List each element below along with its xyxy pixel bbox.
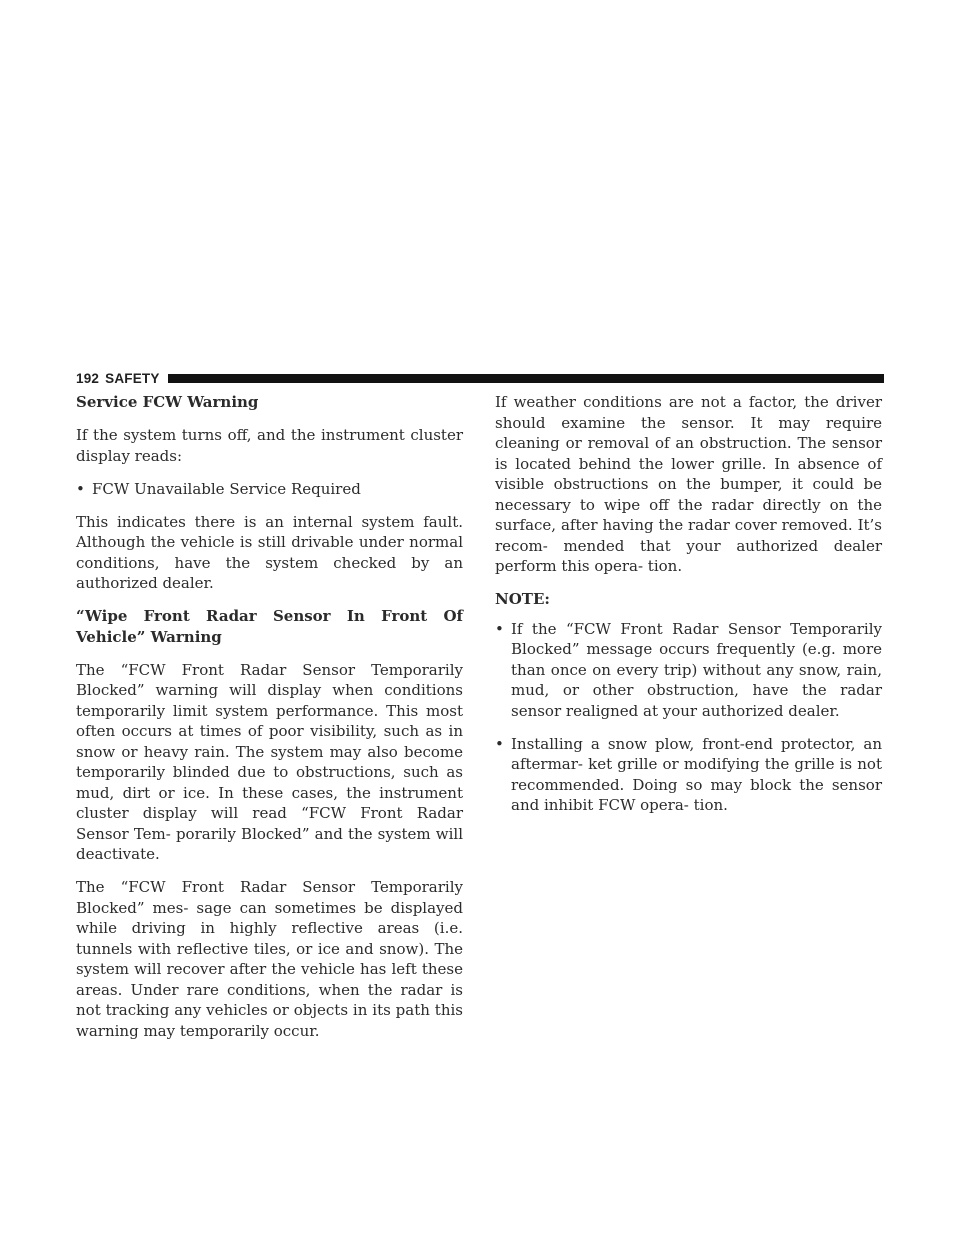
left-column xyxy=(76,392,463,1054)
bullet-icon: • xyxy=(76,479,85,498)
section-title: SAFETY xyxy=(105,370,160,386)
heading-wipe-radar-warning: “Wipe Front Radar Sensor In Front Of Vehicle” Warning xyxy=(76,607,463,646)
page-number: 192 xyxy=(76,370,100,386)
paragraph: The “FCW Front Radar Sensor Temporarily Blocked” warning will display when conditions temporarily limit system performance. This most often occurs at times of poor visibility, such as in snow or heavy rain. The system may also become temporarily blinded due to obstructions, such as mud, dirt or ice. In these cases, the instrument cluster display will read “FCW Front Radar Sensor Tem- porarily Blocked” and the system will deactivate. xyxy=(76,660,463,863)
list-item-text: FCW Unavailable Service Required xyxy=(92,479,361,498)
paragraph: If the system turns off, and the instrument cluster display reads: xyxy=(76,426,463,465)
bullet-icon: • xyxy=(495,734,504,753)
list-item xyxy=(76,479,463,500)
paragraph: If weather conditions are not a factor, the driver should examine the sensor. It may require cleaning or removal of an obstruction. The sensor is located behind the lower grille. In absence of visible obstructions on the bumper, it could be necessary to wipe off the radar directly on the surface, after having the radar cover removed. It’s recom- mended that your authorized dealer perform this opera- tion. xyxy=(495,393,882,575)
right-column xyxy=(495,392,882,828)
list-item-text: Installing a snow plow, front-end protector, an aftermar- ket grille or modifying the grille is not recommended. Doing so may block the sensor and inhibit FCW opera- tion. xyxy=(511,734,882,814)
heading-service-fcw-warning: Service FCW Warning xyxy=(76,393,259,411)
list-item xyxy=(495,734,882,816)
list-item-text: If the “FCW Front Radar Sensor Temporarily Blocked” message occurs frequently (e.g. more than once on every trip) without any snow, rain, mud, or other obstruction, have the radar sensor realigned at your authorized dealer. xyxy=(511,619,882,720)
bullet-icon: • xyxy=(495,619,504,638)
paragraph: This indicates there is an internal system fault. Although the vehicle is still drivable under normal conditions, have the system checked by an authorized dealer. xyxy=(76,512,463,592)
header-rule xyxy=(168,374,884,383)
note-label: NOTE: xyxy=(495,590,550,608)
page-header xyxy=(76,371,884,385)
list-item xyxy=(495,619,882,722)
paragraph: The “FCW Front Radar Sensor Temporarily Blocked” mes- sage can sometimes be displayed while driving in highly reflective areas (i.e. tunnels with reflective tiles, or ice and snow). The system will recover after the vehicle has left these areas. Under rare conditions, when the radar is not tracking any vehicles or objects in its path this warning may temporarily occur. xyxy=(76,878,463,1040)
